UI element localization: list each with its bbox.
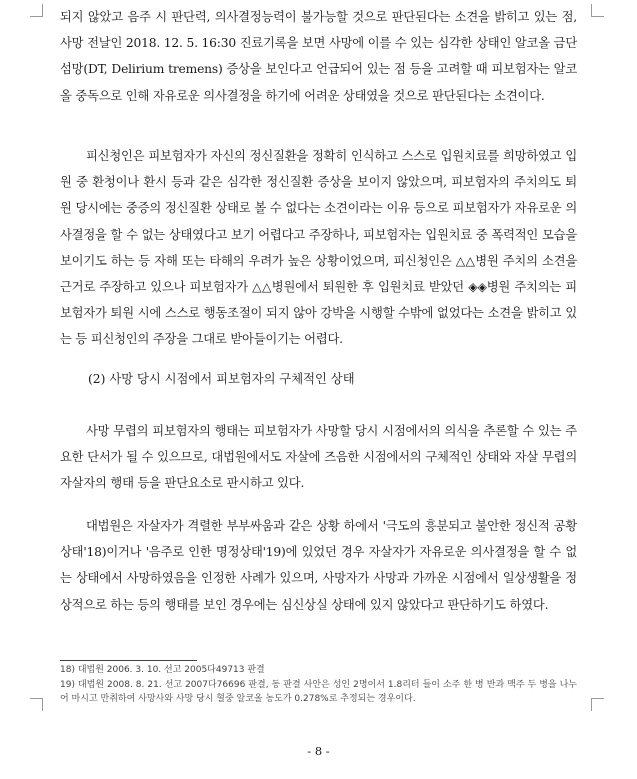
section-heading: (2) 사망 당시 시점에서 피보험자의 구체적인 상태 bbox=[88, 372, 355, 386]
footnote-divider bbox=[60, 660, 197, 661]
paragraph-1: 되지 않았고 음주 시 판단력, 의사결정능력이 불가능할 것으로 판단된다는 소견을 밝히고 있는 점, 사망 전날인 2018. 12. 5. 16:30 진료기록을 보면 사망에 이를 수 있는 심각한 상태인 알코올 금단 섬망(DT, Delirium tremens) 증상을 보인다고 언급되어 있는 점 등을 고려할 때 피보험자는 알코올 중독으로 인해 자유로운 의사결정을 하기에 어려운 상태였을 것으로 판단된다는 소견이다. bbox=[60, 10, 577, 103]
crop-mark-top-left bbox=[30, 4, 43, 17]
footnote-19: 19) 대법원 2008. 8. 21. 선고 2007다76696 판결, 동 판결 사안은 성인 2명이서 1.8리터 들이 소주 한 병 반과 맥주 두 병을 나누어 마시고 만취하여 사망사와 사망 당시 혈중 알코올 농도가 0.278%로 추정되는 경우이다. bbox=[60, 680, 577, 704]
paragraph-3: 사망 무렵의 피보험자의 행태는 피보험자가 사망할 당시 시점에서의 의식을 추론할 수 있는 주요한 단서가 될 수 있으므로, 대법원에서도 자살에 즈음한 시점에서의 구체적인 상태와 자살 무렵의 자살자의 행태 등을 판단요소로 판시하고 있다. bbox=[60, 424, 577, 491]
crop-mark-bottom-left bbox=[30, 698, 43, 711]
crop-mark-bottom-right bbox=[591, 698, 604, 711]
paragraph-4: 대법원은 자살자가 격렬한 부부싸움과 같은 상황 하에서 '극도의 흥분되고 불안한 정신적 공황상태'18)이거나 '음주로 인한 명정상태'19)에 있었던 경우 자살자가 자유로운 의사결정을 할 수 없는 상태에서 사망하였음을 인정한 사례가 있으며, 사망자가 사망과 가까운 시점에서 일상생활을 정상적으로 하는 등의 행태를 보인 경우에는 심신상실 상태에 있지 않았다고 판단하기도 하였다. bbox=[60, 519, 577, 612]
crop-mark-top-right bbox=[591, 4, 604, 17]
page-number: - 8 - bbox=[307, 744, 330, 758]
footnote-18: 18) 대법원 2006. 3. 10. 선고 2005다49713 판결 bbox=[60, 665, 265, 675]
paragraph-2: 피신청인은 피보험자가 자신의 정신질환을 정확히 인식하고 스스로 입원치료를 희망하였고 입원 중 환청이나 환시 등과 같은 심각한 정신질환 증상을 보이지 않았으며, 피보험자의 주치의도 퇴원 당시에는 중증의 정신질환 상태로 볼 수 없다는 소견이라는 이유 등으로 피보험자가 자유로운 의사결정을 할 수 없는 상태였다고 보기 어렵다고 주장하나, 피보험자는 입원치료 중 폭력적인 모습을 보이기도 하는 등 자해 또는 타해의 우려가 높은 상황이었으며, 피신청인은 △△병원 주치의 소견을 근거로 주장하고 있으나 피보험자가 △△병원에서 퇴원한 후 입원치료 받았던 ◈◈병원 주치의는 피보험자가 퇴원 시에 스스로 행동조절이 되지 않아 강박을 시행할 수밖에 없었다는 소견을 밝히고 있는 등 피신청인의 주장을 그대로 받아들이기는 어렵다. bbox=[60, 149, 577, 347]
